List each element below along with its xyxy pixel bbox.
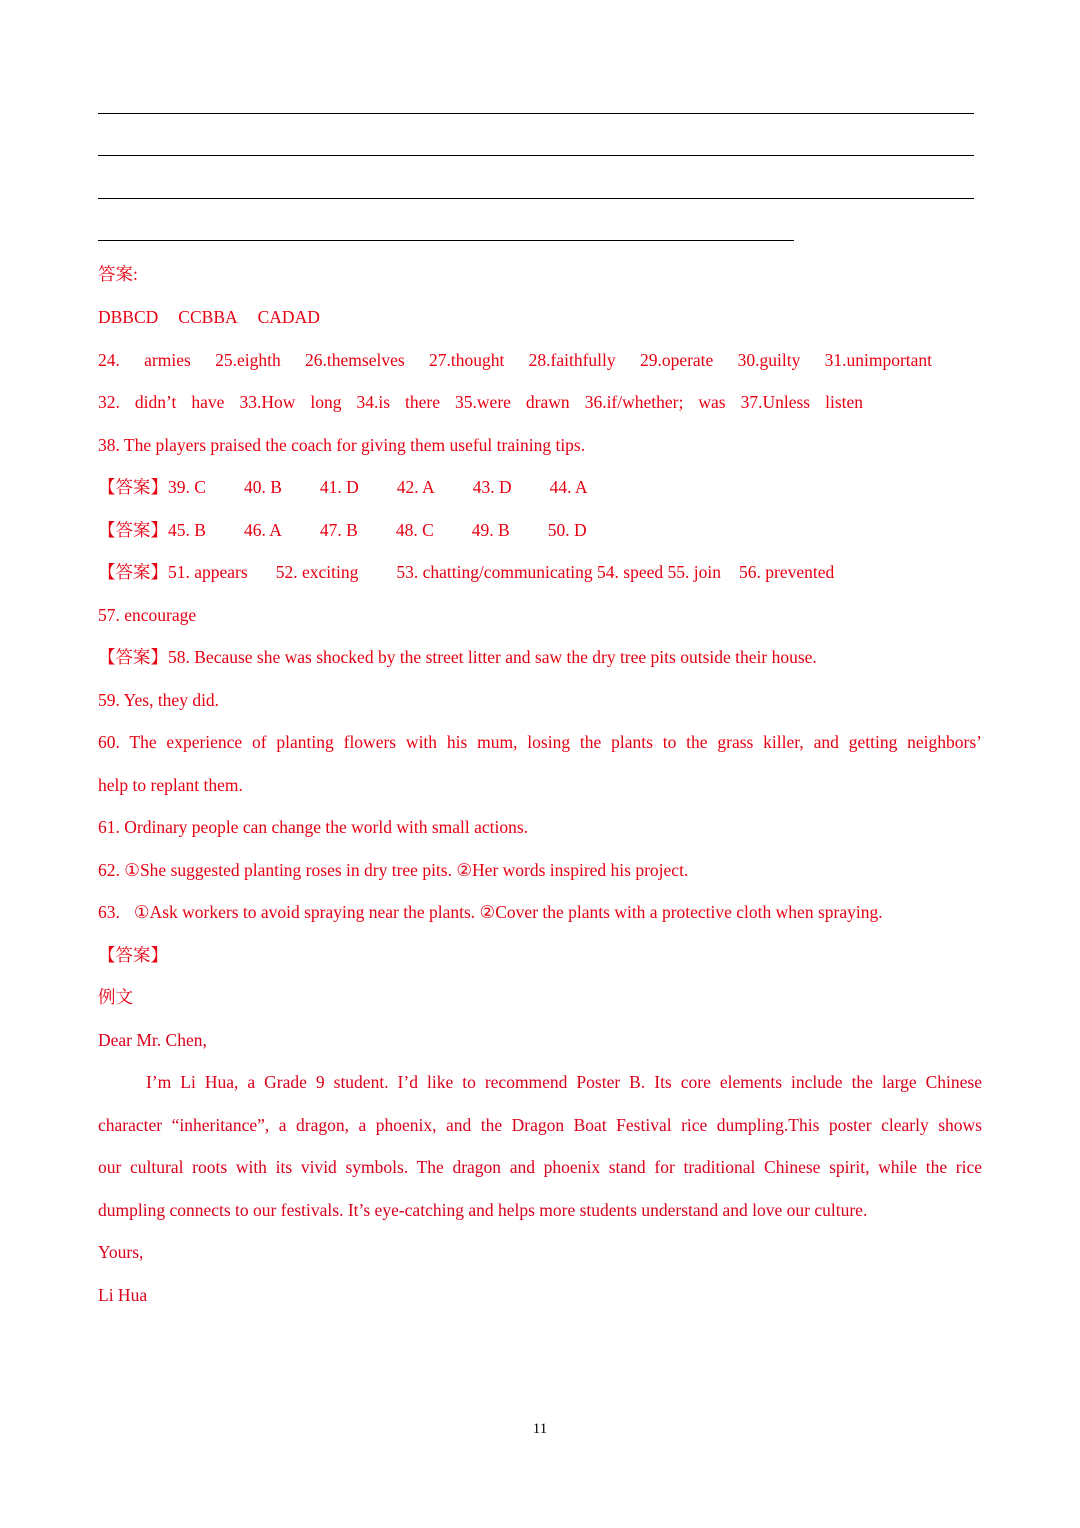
answer-62: 62. ①She suggested planting roses in dry tree pits. ②Her words inspired his project. [98, 860, 689, 880]
translation-answer: 38. The players praised the coach for giving them useful training tips. [98, 435, 586, 455]
answer-text: ①Ask workers to avoid spraying near the plants. ②Cover the plants with a protective cloth when spraying. [133, 902, 883, 922]
fill-answer: 26.themselves [305, 350, 405, 370]
blank-answer-line [98, 198, 974, 199]
mc-group: CCBBA [178, 307, 238, 327]
answer-item: 45. B [168, 520, 206, 540]
fill-answer: 35.were drawn [455, 392, 570, 412]
blank-answer-line [98, 113, 974, 114]
answer-item: 51. appears [168, 562, 248, 582]
answer-tag-writing: 【答案】 [98, 945, 168, 965]
answer-item: 53. chatting/communicating 54. speed 55. join [396, 562, 721, 582]
letter-signature: Li Hua [98, 1285, 148, 1305]
sample-essay-label: 例文 [98, 987, 133, 1007]
fill-answer: 25.eighth [215, 350, 281, 370]
blank-answer-line [98, 155, 974, 156]
answer-item: 44. A [549, 477, 588, 497]
answer-61: 61. Ordinary people can change the world with small actions. [98, 817, 529, 837]
answer-item: 56. prevented [739, 562, 835, 582]
answer-item: 50. D [547, 520, 587, 540]
mc-answers [98, 305, 320, 329]
answers-39-44 [98, 475, 588, 499]
letter-greeting: Dear Mr. Chen, [98, 1030, 207, 1050]
answer-item: 48. C [395, 520, 434, 540]
fill-answers-row-2 [98, 390, 863, 414]
answer-63 [98, 900, 883, 924]
answer-item: 40. B [243, 477, 282, 497]
fill-answer: 33.How long [239, 392, 342, 412]
blank-answer-line [98, 240, 794, 241]
answer-tag: 【答案】 [98, 520, 168, 540]
fill-answer: 24. armies [98, 350, 191, 370]
fill-answer: 27.thought [428, 350, 505, 370]
answers-51-56 [98, 560, 834, 584]
letter-body-line: dumpling connects to our festivals. It’s eye-catching and helps more students understand and love our culture. [98, 1200, 868, 1220]
fill-answer: 28.faithfully [528, 350, 616, 370]
letter-body-line: our cultural roots with its vivid symbols. The dragon and phoenix stand for traditional Chinese spirit, while the rice [98, 1157, 982, 1177]
answer-item: 49. B [471, 520, 510, 540]
fill-answer: 37.Unless listen [740, 392, 864, 412]
answer-header: 答案: [98, 264, 138, 284]
fill-answer: 29.operate [639, 350, 714, 370]
fill-answers-row-1 [98, 348, 932, 372]
fill-answer: 36.if/whether; was [584, 392, 726, 412]
fill-answer: 31.unimportant [824, 350, 933, 370]
answer-58 [98, 645, 817, 669]
answer-text: 58. Because she was shocked by the street litter and saw the dry tree pits outside their house. [168, 647, 817, 667]
answers-45-50 [98, 518, 587, 542]
answer-tag: 【答案】 [98, 477, 168, 497]
answer-item: 47. B [319, 520, 358, 540]
page-number: 11 [532, 1421, 548, 1437]
mc-group: CADAD [257, 307, 320, 327]
answer-item: 52. exciting [275, 562, 359, 582]
answer-item: 42. A [396, 477, 435, 497]
answer-60-line-1: 60. The experience of planting flowers with his mum, losing the plants to the grass killer, and getting neighbors’ [98, 732, 982, 752]
letter-body-line: I’m Li Hua, a Grade 9 student. I’d like to recommend Poster B. Its core elements include the large Chinese [146, 1072, 982, 1092]
fill-answer: 32. didn’t have [98, 392, 225, 412]
answer-item: 43. D [472, 477, 512, 497]
fill-answer: 34.is there [356, 392, 441, 412]
answer-57: 57. encourage [98, 605, 197, 625]
answer-item: 46. A [243, 520, 282, 540]
answer-59: 59. Yes, they did. [98, 690, 220, 710]
answer-item: 41. D [319, 477, 359, 497]
letter-body-line: character “inheritance”, a dragon, a phoenix, and the Dragon Boat Festival rice dumpling.This poster clearly shows [98, 1115, 982, 1135]
answer-tag: 【答案】 [98, 562, 168, 582]
fill-answer: 30.guilty [737, 350, 801, 370]
mc-group: DBBCD [98, 307, 159, 327]
answer-number: 63. [98, 902, 120, 922]
letter-closing: Yours, [98, 1242, 144, 1262]
answer-60-line-2: help to replant them. [98, 775, 243, 795]
answer-tag: 【答案】 [98, 647, 168, 667]
answer-item: 39. C [168, 477, 206, 497]
